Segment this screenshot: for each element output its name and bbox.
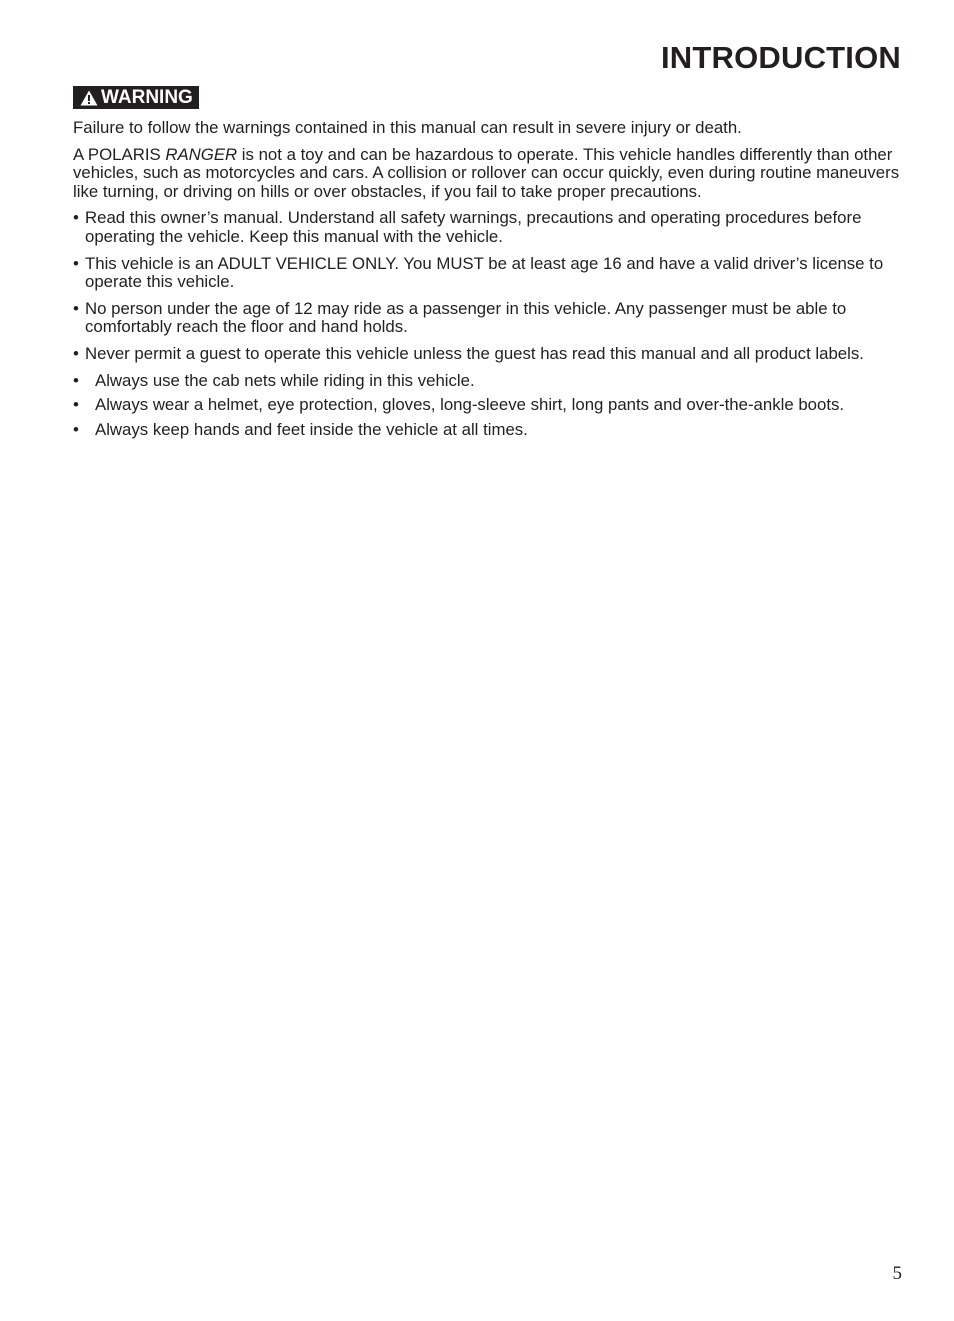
list-item-text: No person under the age of 12 may ride as a passenger in this vehicle. Any passenger must be able to comfortably reach the floor and hand holds. bbox=[85, 298, 847, 337]
bullet-mark: • bbox=[73, 395, 79, 415]
list-item-text: This vehicle is an ADULT VEHICLE ONLY. You MUST be at least age 16 and have a valid driver’s license to operate this vehicle. bbox=[85, 253, 884, 292]
page-title: INTRODUCTION bbox=[660, 40, 901, 75]
polaris-paragraph-model: RANGER bbox=[165, 144, 238, 164]
list-item-text: Always keep hands and feet inside the vehicle at all times. bbox=[95, 419, 528, 439]
list-item bbox=[73, 421, 903, 440]
warning-badge bbox=[73, 86, 199, 109]
bullet-mark: • bbox=[73, 370, 79, 390]
polaris-paragraph-prefix: A POLARIS bbox=[73, 144, 166, 164]
bullet-mark: • bbox=[73, 298, 79, 318]
safety-list bbox=[73, 209, 903, 363]
bullet-mark: • bbox=[73, 419, 79, 439]
list-item bbox=[73, 372, 903, 391]
polaris-paragraph bbox=[73, 146, 903, 202]
list-item-text: Read this owner’s manual. Understand all safety warnings, precautions and operating procedures before operating the vehicle. Keep this manual with the vehicle. bbox=[85, 208, 862, 246]
main-content bbox=[73, 86, 903, 445]
warning-triangle-icon bbox=[80, 90, 98, 106]
intro-paragraph: Failure to follow the warnings contained in this manual can result in severe injury or death. bbox=[73, 118, 742, 137]
list-item bbox=[73, 300, 903, 337]
list-item-text: Never permit a guest to operate this vehicle unless the guest has read this manual and all product labels. bbox=[85, 343, 864, 363]
warning-label: WARNING bbox=[101, 87, 193, 108]
list-item bbox=[73, 209, 903, 246]
bullet-mark: • bbox=[73, 208, 79, 228]
safety-list-secondary bbox=[73, 372, 903, 440]
list-item-text: Always wear a helmet, eye protection, gloves, long-sleeve shirt, long pants and over-the-ankle boots. bbox=[95, 395, 845, 415]
page-number: 5 bbox=[892, 1263, 902, 1284]
list-item-text: Always use the cab nets while riding in this vehicle. bbox=[95, 370, 475, 390]
bullet-mark: • bbox=[73, 253, 79, 273]
bullet-mark: • bbox=[73, 343, 79, 363]
polaris-paragraph-suffix: is not a toy and can be hazardous to operate. This vehicle handles differently than other vehicles, such as motorcycles and cars. A collision or rollover can occur quickly, even during routine maneuvers like turning, or driving on hills or over obstacles, if you fail to take proper precautions. bbox=[73, 144, 900, 201]
list-item bbox=[73, 345, 903, 364]
list-item bbox=[73, 396, 903, 415]
list-item bbox=[73, 255, 903, 292]
